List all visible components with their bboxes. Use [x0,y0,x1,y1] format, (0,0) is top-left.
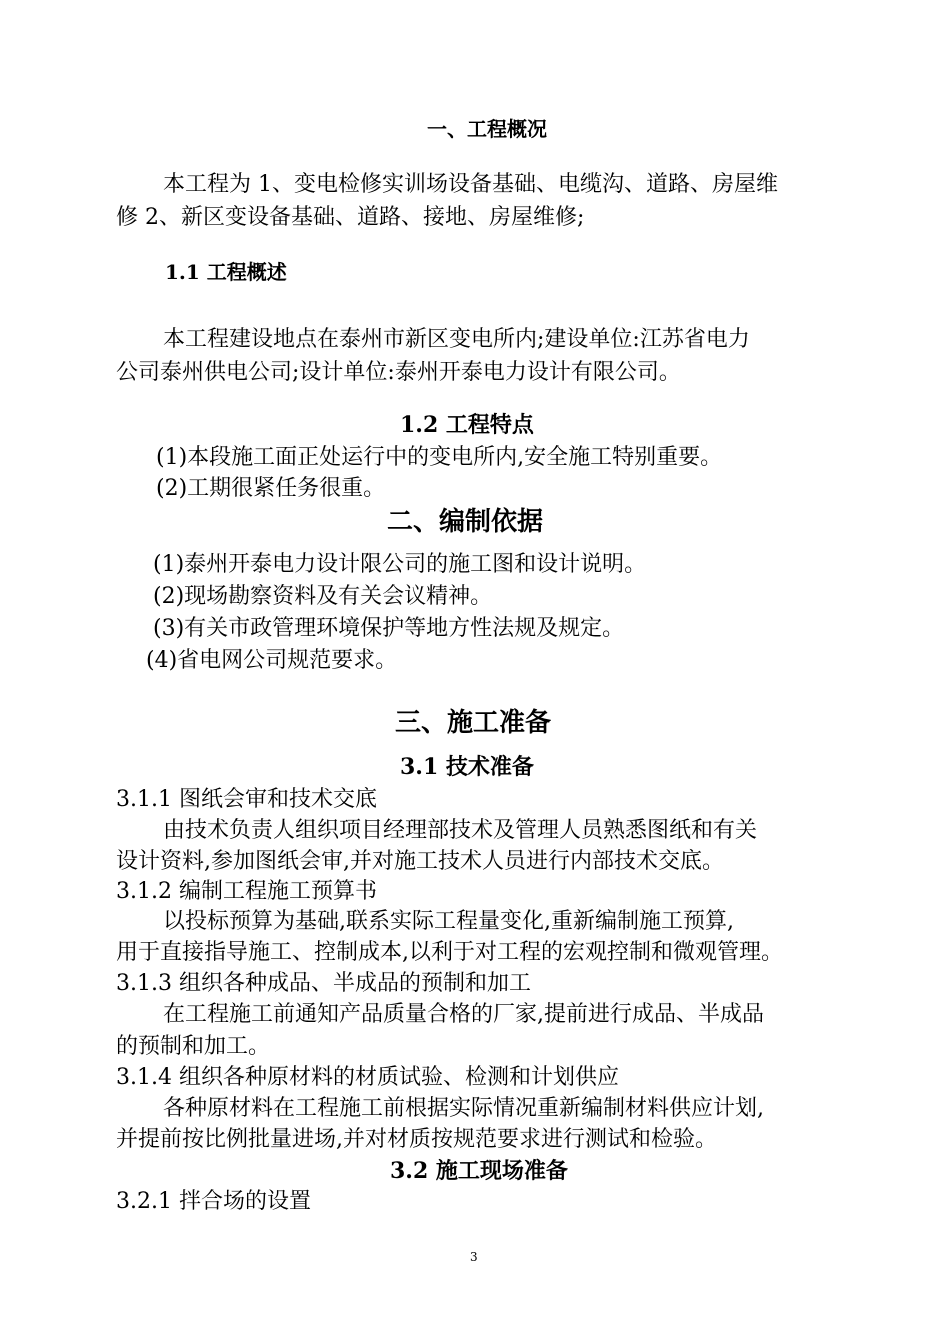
basis-item-2: (2)现场勘察资料及有关会议精神。 [153,584,493,609]
basis-item-3: (3)有关市政管理环境保护等地方性法规及规定。 [153,616,625,641]
basis-item-4: (4)省电网公司规范要求。 [146,648,398,673]
sub3-2-heading: 3.2 施工现场准备 [390,1158,568,1184]
section1-intro-line1: 本工程为 1、变电检修实训场设备基础、电缆沟、道路、房屋维 [163,172,778,197]
section3-heading: 三、施工准备 [395,708,552,738]
sub1-1-line2: 公司泰州供电公司;设计单位:泰州开泰电力设计有限公司。 [116,360,681,385]
sub1-1-line1: 本工程建设地点在泰州市新区变电所内;建设单位:江苏省电力 [163,327,750,352]
feature-item-2: (2)工期很紧任务很重。 [156,476,386,501]
sub1-2-heading: 1.2 工程特点 [400,412,534,438]
h312: 3.1.2 编制工程施工预算书 [116,879,377,904]
p314-line1: 各种原材料在工程施工前根据实际情况重新编制材料供应计划, [163,1096,764,1121]
section1-intro-line2: 修 2、新区变设备基础、道路、接地、房屋维修; [116,205,585,230]
section1-heading: 一、工程概况 [427,117,547,141]
page-number: 3 [470,1250,478,1264]
sub1-1-heading: 1.1 工程概述 [165,260,287,284]
p314-line2: 并提前按比例批量进场,并对材质按规范要求进行测试和检验。 [116,1127,717,1152]
p312-line1: 以投标预算为基础,联系实际工程量变化,重新编制施工预算, [163,909,734,934]
basis-item-1: (1)泰州开泰电力设计限公司的施工图和设计说明。 [153,552,647,577]
p313-line2: 的预制和加工。 [116,1034,271,1059]
h314: 3.1.4 组织各种原材料的材质试验、检测和计划供应 [116,1065,619,1090]
p311-line2: 设计资料,参加图纸会审,并对施工技术人员进行内部技术交底。 [116,849,724,874]
sub3-1-heading: 3.1 技术准备 [400,754,534,780]
feature-item-1: (1)本段施工面正处运行中的变电所内,安全施工特别重要。 [156,445,723,470]
section2-heading: 二、编制依据 [387,507,544,537]
h311: 3.1.1 图纸会审和技术交底 [116,787,377,812]
p311-line1: 由技术负责人组织项目经理部技术及管理人员熟悉图纸和有关 [163,818,758,843]
h321: 3.2.1 拌合场的设置 [116,1189,311,1214]
p312-line2: 用于直接指导施工、控制成本,以利于对工程的宏观控制和微观管理。 [116,940,783,965]
p313-line1: 在工程施工前通知产品质量合格的厂家,提前进行成品、半成品 [163,1002,764,1027]
h313: 3.1.3 组织各种成品、半成品的预制和加工 [116,971,531,996]
